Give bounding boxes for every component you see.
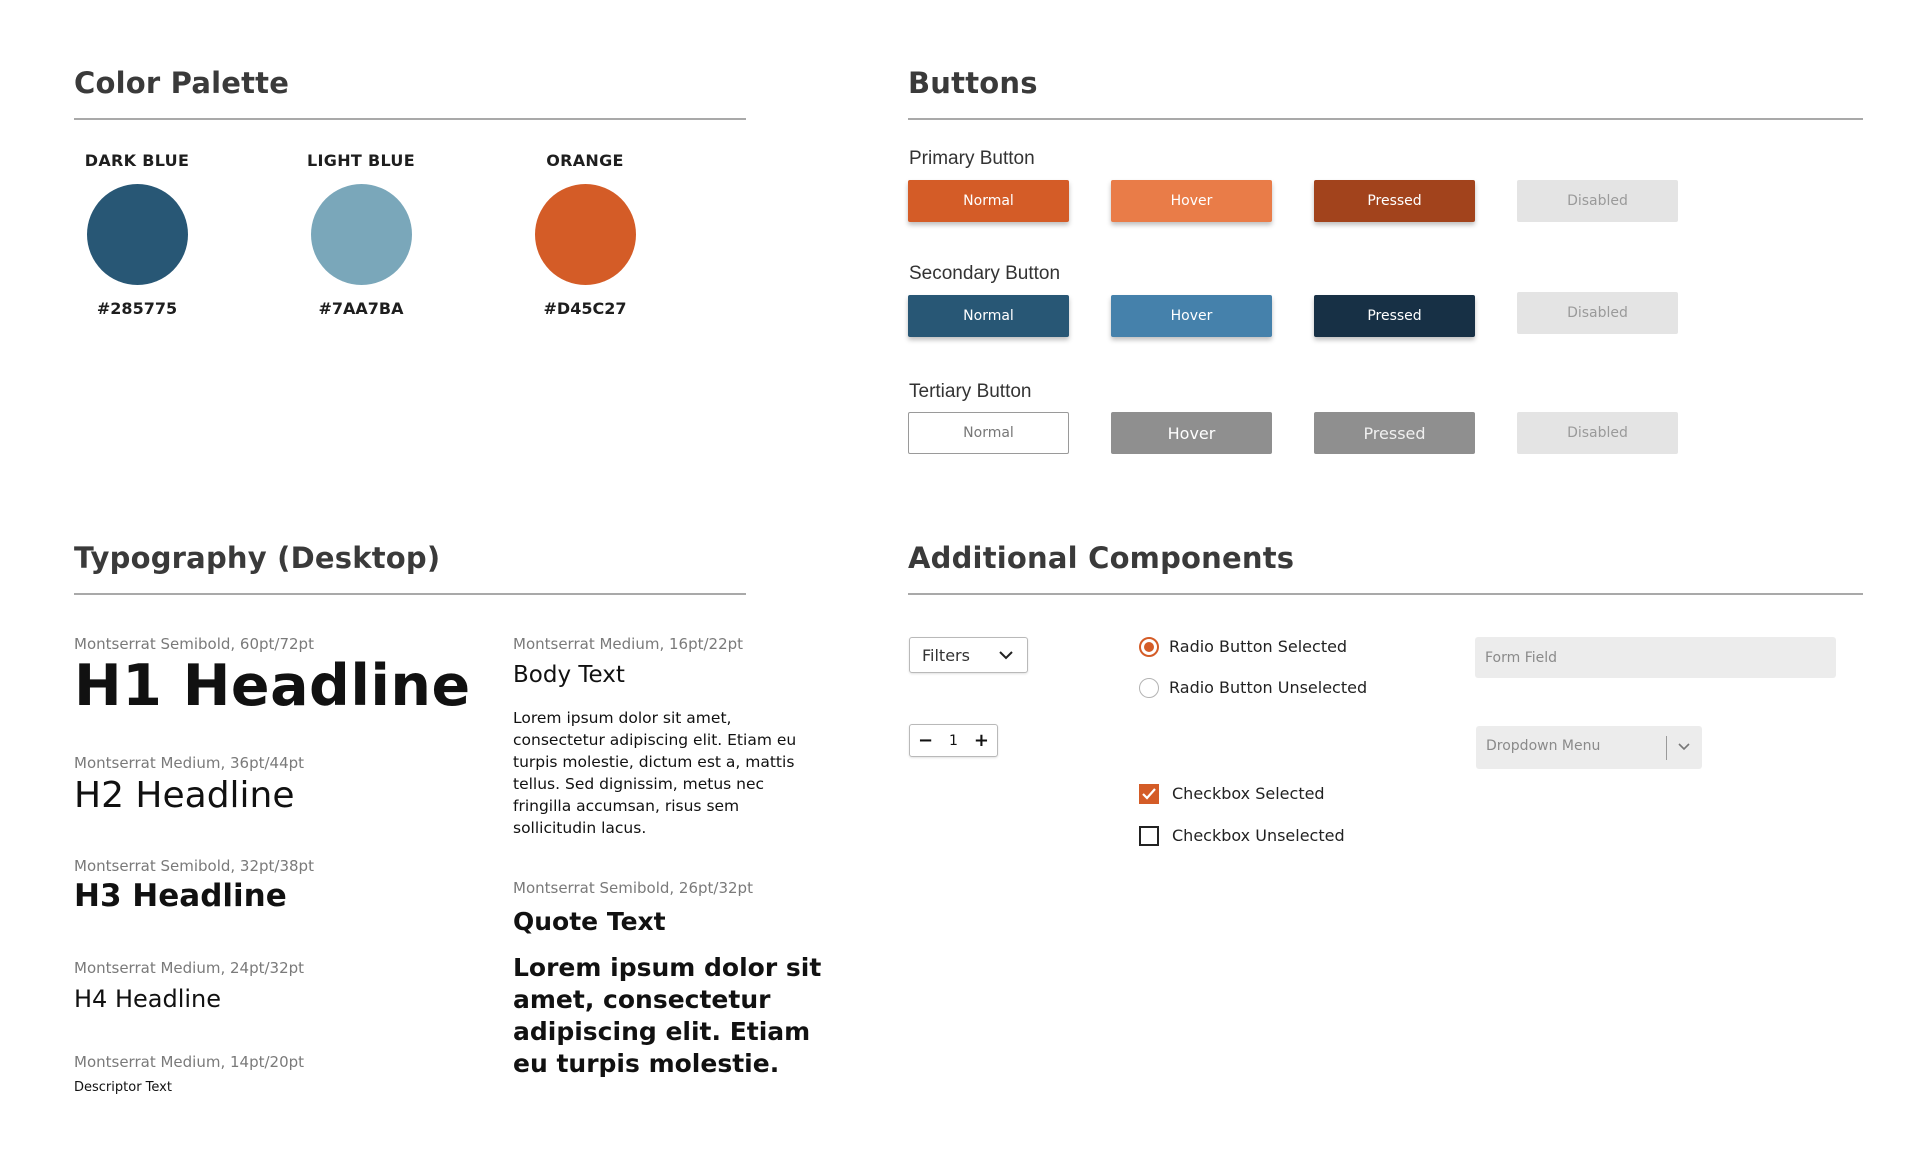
radio-button-unselected[interactable]: [1139, 678, 1159, 698]
h4-spec: Montserrat Medium, 24pt/32pt: [74, 959, 305, 977]
swatch-circle: [311, 184, 412, 285]
checkbox-selected[interactable]: [1139, 784, 1159, 804]
radio-button-selected[interactable]: [1139, 637, 1159, 657]
quantity-stepper: [909, 724, 998, 757]
stepper-decrement-button[interactable]: −: [917, 730, 934, 751]
primary-button-disabled: Disabled: [1517, 180, 1678, 222]
checkbox-unselected[interactable]: [1139, 826, 1159, 846]
tertiary-button-label: Tertiary Button: [909, 381, 1032, 402]
stepper-increment-button[interactable]: +: [973, 730, 989, 751]
section-title-typography: Typography (Desktop): [74, 541, 441, 575]
swatch-name: DARK BLUE: [84, 151, 190, 170]
secondary-button-pressed[interactable]: Pressed: [1314, 295, 1475, 337]
stepper-value[interactable]: 1: [949, 732, 958, 749]
form-field[interactable]: [1475, 637, 1836, 678]
swatch-hex: #D45C27: [543, 299, 627, 318]
checkbox-selected-label: Checkbox Selected: [1172, 784, 1325, 803]
chevron-down-icon: [997, 646, 1015, 664]
secondary-button-hover[interactable]: Hover: [1111, 295, 1272, 337]
dropdown-menu[interactable]: [1476, 726, 1702, 769]
primary-button-pressed[interactable]: Pressed: [1314, 180, 1475, 222]
section-divider: [908, 118, 1863, 120]
swatch-hex: #285775: [96, 299, 178, 318]
tertiary-button-disabled: Disabled: [1517, 412, 1678, 454]
h2-spec: Montserrat Medium, 36pt/44pt: [74, 754, 305, 772]
swatch-hex: #7AA7BA: [318, 299, 404, 318]
section-title-additional-components: Additional Components: [908, 541, 1295, 575]
descriptor-sample: Descriptor Text: [74, 1080, 172, 1095]
section-title-color-palette: Color Palette: [74, 66, 290, 100]
swatch-circle: [535, 184, 636, 285]
swatch-name: LIGHT BLUE: [307, 151, 415, 170]
primary-button-hover[interactable]: Hover: [1111, 180, 1272, 222]
section-title-buttons: Buttons: [908, 66, 1038, 100]
secondary-button-label: Secondary Button: [909, 263, 1061, 284]
body-sample-paragraph: Lorem ipsum dolor sit amet, consectetur adipiscing elit. Etiam eu turpis molestie, dictum est a, mattis tellus. Sed dignissim, metus nec fringilla accumsan, risus sem sollicitudin lacus.: [513, 709, 797, 837]
h3-sample: H3 Headline: [74, 878, 287, 914]
tertiary-button-pressed[interactable]: Pressed: [1314, 412, 1475, 454]
filters-dropdown[interactable]: [909, 637, 1028, 673]
tertiary-button-normal[interactable]: Normal: [908, 412, 1069, 454]
swatch-circle: [87, 184, 188, 285]
section-divider: [74, 118, 746, 120]
checkbox-unselected-label: Checkbox Unselected: [1172, 826, 1345, 845]
h1-sample: H1 Headline: [74, 653, 471, 719]
tertiary-button-hover[interactable]: Hover: [1111, 412, 1272, 454]
secondary-button-normal[interactable]: Normal: [908, 295, 1069, 337]
filters-label: Filters: [922, 645, 970, 665]
h4-sample: H4 Headline: [74, 985, 222, 1013]
quote-sample-paragraph: Lorem ipsum dolor sit amet, consectetur adipiscing elit. Etiam eu turpis molestie.: [513, 953, 822, 1078]
body-sample-title: Body Text: [513, 662, 625, 688]
radio-selected-label: Radio Button Selected: [1169, 637, 1348, 656]
dropdown-placeholder: Dropdown Menu: [1486, 738, 1601, 754]
quote-spec: Montserrat Semibold, 26pt/32pt: [513, 879, 753, 897]
dropdown-separator: [1666, 736, 1667, 760]
body-spec: Montserrat Medium, 16pt/22pt: [513, 635, 744, 653]
h1-spec: Montserrat Semibold, 60pt/72pt: [74, 635, 314, 653]
primary-button-label: Primary Button: [909, 148, 1035, 169]
swatch-name: ORANGE: [546, 151, 624, 170]
checkmark-icon: [1139, 784, 1159, 804]
section-divider: [74, 593, 746, 595]
secondary-button-disabled: Disabled: [1517, 292, 1678, 334]
form-field-placeholder: Form Field: [1485, 649, 1558, 666]
h3-spec: Montserrat Semibold, 32pt/38pt: [74, 857, 314, 875]
primary-button-normal[interactable]: Normal: [908, 180, 1069, 222]
quote-sample-title: Quote Text: [513, 907, 666, 936]
radio-unselected-label: Radio Button Unselected: [1169, 678, 1368, 697]
section-divider: [908, 593, 1863, 595]
chevron-down-icon: [1676, 738, 1692, 754]
h2-sample: H2 Headline: [74, 775, 295, 816]
descriptor-spec: Montserrat Medium, 14pt/20pt: [74, 1053, 305, 1071]
